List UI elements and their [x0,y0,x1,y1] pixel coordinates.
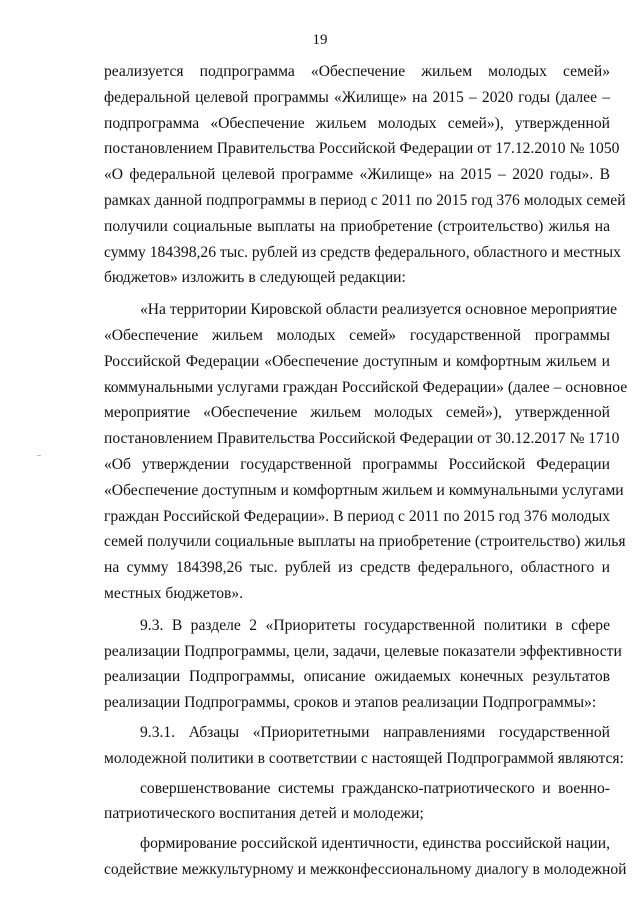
text-line: «О федеральной целевой программе «Жилище» на 2015 – 2020 годы». В [104,166,610,184]
text-line: молодежной политики в соответствии с настоящей Подпрограммой являются: [104,749,624,767]
text-line: постановлением Правительства Российской Федерации от 17.12.2010 № 1050 [104,140,620,158]
text-line: подпрограмма «Обеспечение жильем молодых семей»), утвержденной [104,114,610,132]
paragraph-p1 [104,59,626,291]
text-line: федеральной целевой программы «Жилище» на 2015 – 2020 годы (далее – [104,88,610,106]
page-number: 19 [312,32,328,48]
text-line: на сумму 184398,26 тыс. рублей из средств федерального, областного и [104,559,610,577]
text-line: реализации Подпрограммы, сроков и этапов реализации Подпрограммы»: [104,694,597,712]
text-line: содействие межкультурному и межконфессиональному диалогу в молодежной [104,860,627,878]
text-line: местных бюджетов». [104,584,244,602]
text-line: 9.3. В разделе 2 «Приоритеты государственной политики в сфере [140,616,610,634]
text-line: «Обеспечение жильем молодых семей» государственной программы [104,326,610,344]
text-line: патриотического воспитания детей и молодежи; [104,805,424,823]
document-body [104,59,628,883]
text-line: реализации Подпрограммы, описание ожидаемых конечных результатов [104,668,610,686]
text-line: Российской Федерации «Обеспечение доступным и комфортным жильем и [104,352,610,370]
text-line: граждан Российской Федерации». В период с 2011 по 2015 год 376 молодых [104,507,610,525]
text-line: реализации Подпрограммы, цели, задачи, целевые показатели эффективности [104,642,622,660]
paragraph-p3 [104,613,622,716]
paragraph-p4 [104,720,624,772]
text-line: формирование российской идентичности, единства российской нации, [140,835,610,853]
paragraph-p5 [104,776,610,828]
text-line: постановлением Правительства Российской Федерации от 30.12.2017 № 1710 [104,430,620,448]
text-line: получили социальные выплаты на приобретение (строительство) жилья на [104,217,610,235]
scan-mark [37,455,41,456]
text-line: совершенствование системы гражданско-патриотического и военно- [140,779,610,797]
text-line: сумму 184398,26 тыс. рублей из средств федерального, областного и местных [104,243,621,261]
text-line: мероприятие «Обеспечение жильем молодых семей»), утвержденной [104,404,610,422]
text-line: «Об утверждении государственной программы Российской Федерации [104,455,610,473]
text-line: «На территории Кировской области реализуется основное мероприятие [140,301,618,319]
text-line: рамках данной подпрограммы в период с 2011 по 2015 год 376 молодых семей [104,191,626,209]
text-line: коммунальными услугами граждан Российской Федерации» (далее – основное [104,378,628,396]
text-line: «Обеспечение доступным и комфортным жильем и коммунальными услугами [104,481,624,499]
text-line: бюджетов» изложить в следующей редакции: [104,269,406,287]
paragraph-p6 [104,831,627,883]
text-line: 9.3.1. Абзацы «Приоритетными направлениями государственной [140,723,610,741]
text-line: семей получили социальные выплаты на приобретение (строительство) жилья [104,533,626,551]
paragraph-p2 [104,297,628,607]
text-line: реализуется подпрограмма «Обеспечение жильем молодых семей» [104,63,610,80]
